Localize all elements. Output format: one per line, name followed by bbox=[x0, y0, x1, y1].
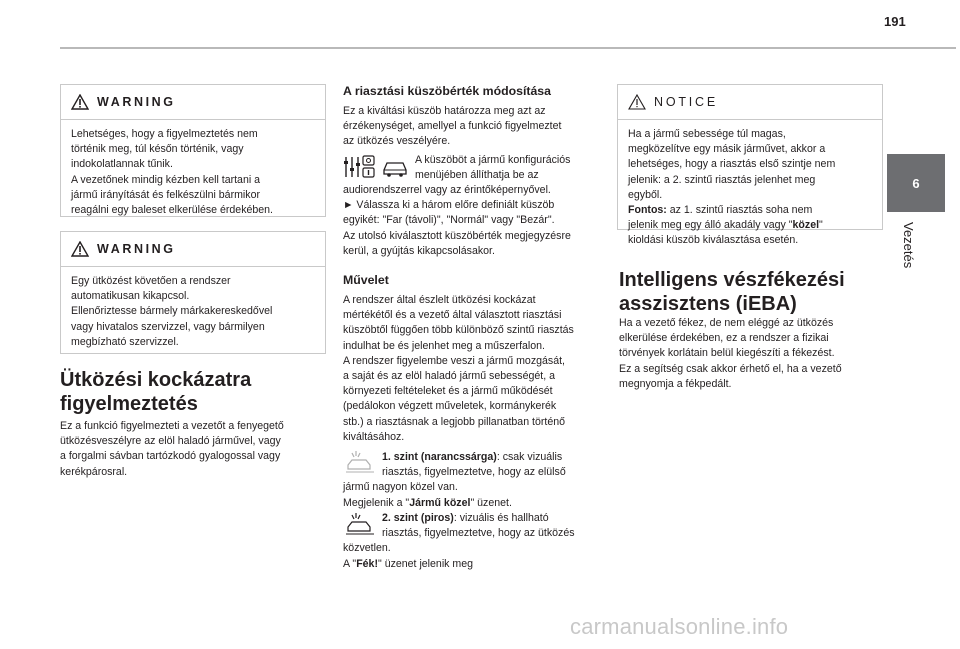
notice-box bbox=[617, 84, 883, 247]
text-line: Ha a vezető fékez, de nem eléggé az ütközés bbox=[619, 317, 834, 329]
text-line: egyikét: "Far (távoli)", "Normál" vagy "Bezár". bbox=[343, 214, 555, 227]
section-text-collision bbox=[60, 419, 330, 480]
title-line: Intelligens vészfékezési bbox=[619, 269, 845, 291]
text-line: audiorendszerrel vagy az érintőképernyővel. bbox=[343, 184, 551, 196]
fontos-bold: közel bbox=[792, 219, 820, 232]
text-line: kioldási küszöb kiválasztása esetén. bbox=[628, 234, 799, 247]
text-line: elkerülése érdekében, ez a rendszer a fizikai bbox=[619, 332, 829, 345]
car-icon bbox=[381, 158, 409, 178]
threshold-steps bbox=[343, 183, 618, 259]
notice-title: NOTICE bbox=[654, 95, 719, 109]
text-line: történik meg, túl későn történik, vagy bbox=[71, 143, 244, 156]
operation-heading: Művelet bbox=[343, 273, 389, 287]
text-line: jármű nagyon közel van. bbox=[343, 481, 458, 494]
settings-menu-icon bbox=[343, 154, 377, 180]
text-line bbox=[343, 450, 623, 465]
text-line: az ütközés veszélyére. bbox=[343, 135, 451, 148]
title-line: figyelmeztetés bbox=[60, 393, 198, 415]
section-title-ieba bbox=[619, 268, 889, 316]
text-line: érzékenységet, amellyel a funkció figyelmeztet bbox=[343, 120, 562, 133]
text-line: Egy ütközést követően a rendszer bbox=[71, 275, 231, 287]
level2-label: 2. szint (piros) bbox=[382, 512, 454, 524]
threshold-intro bbox=[343, 104, 613, 150]
text-line: Ha a jármű sebessége túl magas, bbox=[628, 128, 786, 140]
msg-bold: Jármű közel bbox=[409, 496, 471, 509]
text-line: egyből. bbox=[628, 188, 663, 201]
text-line: megbízható szervizzel. bbox=[71, 335, 179, 348]
notice-body bbox=[618, 120, 882, 249]
fontos-text: az 1. szintű riasztás soha nem bbox=[666, 204, 813, 217]
text-line: stb.) a riasztásnak a legjobb pillanatban történő bbox=[343, 415, 566, 428]
text-line: A vezetőnek mindig kézben kell tartani a bbox=[71, 173, 261, 186]
notice-triangle-icon bbox=[628, 94, 646, 110]
chapter-tab[interactable]: 6 bbox=[887, 154, 945, 212]
text-line: küszöbtől függően több különböző szintű riasztás bbox=[343, 324, 574, 337]
text-line: Ez a segítség csak akkor érhető el, ha a vezető bbox=[619, 362, 842, 375]
text-line: kerül, a gyújtás kikapcsolásakor. bbox=[343, 244, 495, 257]
threshold-icon-text bbox=[415, 153, 615, 183]
text-line bbox=[343, 511, 623, 526]
level1-text bbox=[343, 450, 623, 511]
text-line: (pedálokon végzett műveletek, kormánykerék bbox=[343, 400, 557, 413]
text-line: mértékétől és a vezető által választott riasztási bbox=[343, 309, 562, 322]
text-line: indulhat be és jelenhet meg a műszerfalon. bbox=[343, 339, 545, 352]
text-line: automatikusan kikapcsol. bbox=[71, 290, 190, 303]
text-line: Lehetséges, hogy a figyelmeztetés nem bbox=[71, 128, 258, 140]
section-text-ieba bbox=[619, 316, 884, 392]
text-line: kiváltásához. bbox=[343, 430, 405, 443]
header-rule bbox=[60, 47, 956, 49]
text-line bbox=[343, 496, 623, 511]
text-line: Ez a funkció figyelmezteti a vezetőt a fenyegető bbox=[60, 420, 284, 432]
text-line: A küszöböt a jármű konfigurációs bbox=[415, 154, 571, 166]
warning-triangle-icon bbox=[71, 94, 89, 110]
text-line: Ellenőriztesse bármely márkakereskedővel bbox=[71, 305, 273, 318]
fontos-suffix: " bbox=[819, 219, 823, 232]
warning-title: WARNING bbox=[97, 95, 176, 109]
text-line: jelenik: a 2. szintű riasztás jelenhet meg bbox=[628, 173, 816, 186]
text-line: indokolatlannak tűnik. bbox=[71, 158, 173, 171]
warning-title: WARNING bbox=[97, 242, 176, 256]
fontos-prefix: jelenik meg egy álló akadály vagy " bbox=[628, 219, 793, 232]
threshold-heading: A riasztási küszöbérték módosítása bbox=[343, 84, 551, 98]
text-line: A rendszer által észlelt ütközési kockázat bbox=[343, 294, 536, 306]
level2-text bbox=[343, 511, 623, 572]
text-line: megközelítve egy másik járművet, akkor a bbox=[628, 143, 826, 156]
warning-triangle-icon bbox=[71, 241, 89, 257]
msg-prefix: A " bbox=[343, 557, 357, 570]
text-line: menüjében állíthatja be az bbox=[415, 169, 539, 182]
text-line: reagálni egy baleset elkerülése érdekében. bbox=[71, 204, 274, 217]
text-line: a saját és az elöl haladó jármű sebességét, a bbox=[343, 370, 556, 383]
title-line: Ütközési kockázatra bbox=[60, 369, 252, 391]
chapter-label bbox=[881, 222, 951, 302]
text-line: A rendszer figyelembe veszi a jármű mozgását, bbox=[343, 354, 565, 367]
warning-body bbox=[61, 267, 325, 350]
text-line: a forgalmi sávban tartózkodó gyalogossal vagy bbox=[60, 450, 281, 463]
msg-prefix: Megjelenik a " bbox=[343, 496, 410, 509]
msg-bold: Fék! bbox=[356, 557, 378, 570]
msg-suffix: " üzenet jelenik meg bbox=[377, 557, 474, 570]
warning-header bbox=[61, 85, 325, 120]
text-line: lehetséges, hogy a riasztás első szintje nem bbox=[628, 158, 836, 171]
text-line: Ez a kiváltási küszöb határozza meg azt az bbox=[343, 105, 546, 117]
warning-header bbox=[61, 232, 325, 267]
text-line: megnyomja a fékpedált. bbox=[619, 377, 732, 390]
text-line: vagy hivatalos szervizzel, vagy bármilyen bbox=[71, 320, 265, 333]
level2-desc: : vizuális és hallható bbox=[453, 512, 549, 524]
text-line: riasztás, figyelmeztetve, hogy az elülső bbox=[382, 466, 566, 479]
title-line: asszisztens (iEBA) bbox=[619, 293, 797, 315]
text-line: kerékpárosral. bbox=[60, 465, 128, 478]
operation-text bbox=[343, 293, 623, 445]
notice-header bbox=[618, 85, 882, 120]
section-title-collision bbox=[60, 368, 330, 416]
msg-suffix: " üzenet. bbox=[470, 496, 512, 509]
warning-box-2 bbox=[60, 231, 326, 354]
watermark: carmanualsonline.info bbox=[570, 614, 789, 639]
level1-label: 1. szint (narancssárga) bbox=[382, 451, 497, 463]
fontos-label: Fontos: bbox=[628, 204, 667, 217]
text-line: törvények korlátain belül kiegészíti a fékezést. bbox=[619, 347, 835, 360]
text-line: ütközésveszélyre az elöl haladó járművel, vagy bbox=[60, 435, 281, 448]
text-line: Az utolsó kiválasztott küszöbérték megjegyzésre bbox=[343, 229, 571, 242]
chapter-label-text: Vezetés bbox=[901, 222, 916, 269]
text-line bbox=[628, 218, 872, 233]
page-number: 191 bbox=[884, 14, 906, 29]
level1-desc: : csak vizuális bbox=[496, 451, 563, 463]
text-line: riasztás, figyelmeztetve, hogy az ütközés bbox=[382, 527, 575, 540]
warning-box-1 bbox=[60, 84, 326, 217]
text-line bbox=[628, 203, 872, 218]
text-line: ► Válassza ki a három előre definiált küszöb bbox=[343, 199, 555, 212]
warning-body bbox=[61, 120, 325, 218]
text-line: környezeti feltételeket és a jármű működését bbox=[343, 385, 553, 398]
text-line: közvetlen. bbox=[343, 542, 391, 555]
text-line bbox=[343, 557, 623, 572]
text-line: jármű irányítását és felkészülni bármikor bbox=[71, 188, 260, 201]
